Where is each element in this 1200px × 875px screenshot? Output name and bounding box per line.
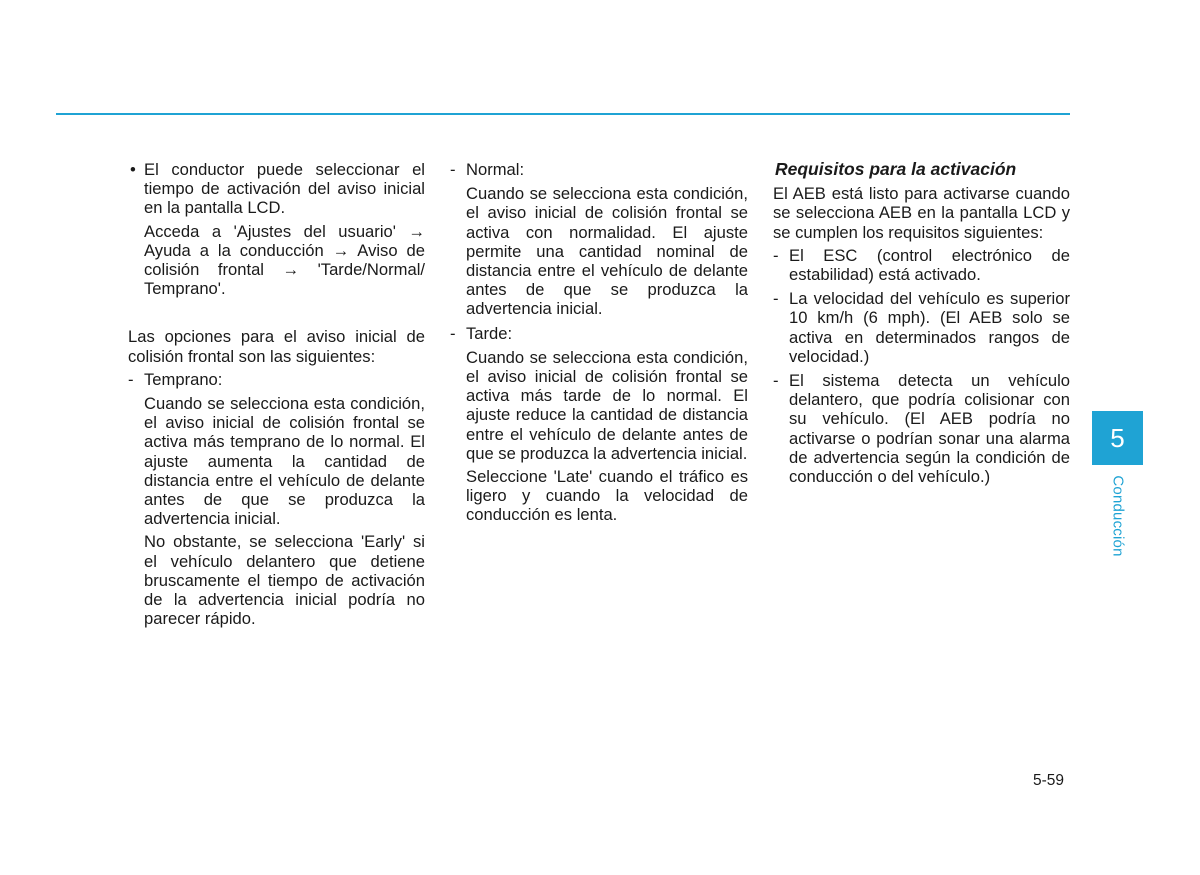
chapter-tab: 5: [1092, 411, 1143, 465]
bullet-text: El conductor puede seleccionar el tiempo de activación del aviso inicial en la pantalla LCD.: [144, 160, 425, 218]
dash-marker: -: [450, 160, 456, 179]
column-3: [773, 160, 1070, 486]
option-normal-label: Normal:: [466, 160, 525, 179]
requirement-text: La velocidad del vehículo es superior 10 km/h (6 mph). (El AEB solo se activa en determinados rangos de velocidad.): [789, 289, 1070, 366]
column-2: [450, 160, 748, 525]
option-temprano: [128, 370, 425, 389]
dash-marker: -: [773, 371, 779, 391]
requirement-text: El ESC (control electrónico de estabilidad) está activado.: [789, 245, 1070, 285]
bullet-marker: •: [130, 160, 136, 179]
dash-marker: -: [450, 323, 456, 343]
options-intro: Las opciones para el aviso inicial de colisión frontal son las siguientes:: [128, 327, 425, 366]
option-tarde-label: Tarde:: [466, 323, 513, 343]
requirement-item: [773, 246, 1070, 284]
access-instructions: Acceda a 'Ajustes del usuario' → Ayuda a la conducción → Aviso de colisión frontal → 'Tarde/Normal/ Temprano'.: [144, 221, 425, 299]
page-number: 5-59: [1033, 772, 1065, 789]
requirement-item: [773, 371, 1070, 486]
option-tarde: [450, 324, 748, 343]
requirement-text: El sistema detecta un vehículo delantero, que podría colisionar con su vehículo. (El AEB podría no activarse o podrían sonar una alarma de advertencia según la condición de conducción o del vehículo.): [789, 371, 1070, 487]
bullet-item: [128, 160, 425, 218]
option-normal-desc: Cuando se selecciona esta condición, el aviso inicial de colisión frontal se activa con normalidad. El ajuste permite una cantidad nominal de distancia entre el vehículo de delante antes de que se produzca la advertencia inicial.: [466, 184, 748, 319]
dash-marker: -: [773, 289, 779, 309]
dash-marker: -: [773, 245, 779, 265]
option-temprano-note: No obstante, se selecciona 'Early' si el vehículo delantero que detiene bruscamente el tiempo de activación de la advertencia inicial podría no parecer rápido.: [144, 532, 425, 629]
chapter-label: Conducción: [1109, 475, 1127, 557]
column-1: [128, 160, 425, 628]
option-tarde-note: Seleccione 'Late' cuando el tráfico es ligero y cuando la velocidad de conducción es lenta.: [466, 467, 748, 525]
option-tarde-desc: Cuando se selecciona esta condición, el aviso inicial de colisión frontal se activa más tarde de lo normal. El ajuste reduce la cantidad de distancia entre el vehículo de delante antes de que se produzca la advertencia inicial.: [466, 347, 748, 463]
header-rule: [56, 113, 1070, 115]
option-temprano-label: Temprano:: [144, 369, 223, 389]
requirements-intro: El AEB está listo para activarse cuando se selecciona AEB en la pantalla LCD y se cumplen los requisitos siguientes:: [773, 184, 1070, 242]
section-heading: Requisitos para la activación: [775, 159, 1017, 179]
option-temprano-desc: Cuando se selecciona esta condición, el aviso inicial de colisión frontal se activa más temprano de lo normal. El ajuste aumenta la cantidad de distancia entre el vehículo de delante antes de que se produzca la advertencia inicial.: [144, 394, 425, 529]
requirement-item: [773, 289, 1070, 366]
dash-marker: -: [128, 369, 134, 389]
option-normal: [450, 160, 748, 179]
